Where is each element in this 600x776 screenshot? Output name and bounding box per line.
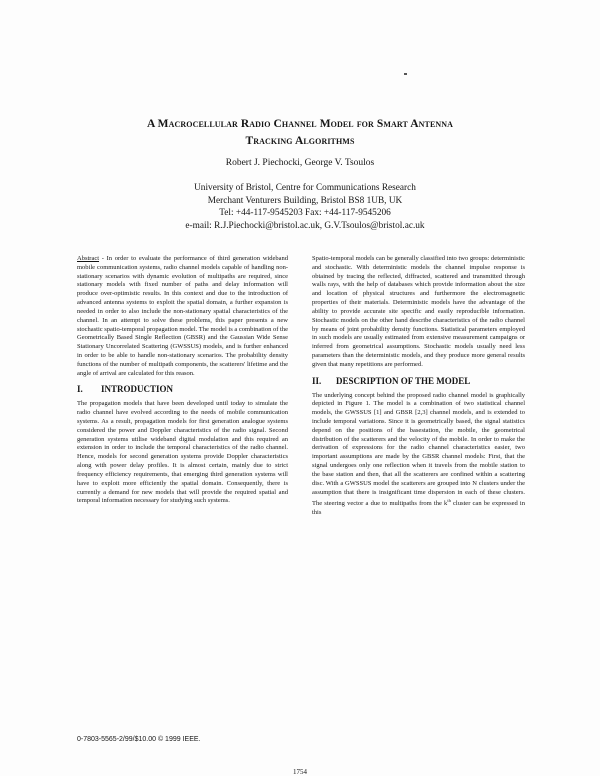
- left-column: [77, 255, 288, 506]
- section-2-title: DESCRIPTION OF THE MODEL: [336, 375, 471, 386]
- right-column: [312, 255, 525, 518]
- abstract-label: Abstract: [77, 255, 100, 262]
- page-number: 1754: [293, 768, 307, 776]
- authors: Robert J. Piechocki, George V. Tsoulos: [225, 158, 375, 168]
- section-1-text: The propagation models that have been developed until today to simulate the radio channel have evolved according to the needs of mobile communication systems. As a result, propagation models for first generation analogue systems considered the power and Doppler characteristics of the radio signal. Second generation systems utilise wideband digital modulation and this required an extension in order to include the temporal characteristics of the radio channel. Hence, models for second generation systems provide Doppler characteristics along with power delay profiles. It is almost certain, mainly due to strict frequency efficiency requirements, that emerging third generation systems will have to exploit more efficiently the spatial domain. Consequently, there is currently a demand for new models that will provide the required spatial and temporal information necessary for studying such systems.: [77, 400, 288, 505]
- scan-speck: [404, 73, 407, 75]
- affiliation-phone-fax: Tel: +44-117-9545203 Fax: +44-117-9545206: [219, 208, 391, 219]
- section-2-superscript: th: [447, 498, 451, 504]
- section-2-body-end: cluster can be expressed in this: [312, 500, 525, 517]
- section-1-heading: [77, 384, 288, 395]
- section-2-text: [312, 392, 525, 519]
- abstract: [77, 255, 288, 378]
- section-2-heading: [312, 376, 525, 387]
- paper-title: [70, 116, 530, 150]
- affiliation-line-2: Merchant Venturers Building, Bristol BS8 1UB, UK: [207, 195, 403, 206]
- section-2-number: II.: [312, 375, 322, 386]
- abstract-text: - In order to evaluate the performance of third generation wideband mobile communication systems, radio channel models capable of handling non-stationary scenarios with dynamic evolution of multipaths are required, since stationary models with fixed number of paths and delay information will produce over-optimistic results. In this context and due to the introduction of advanced antenna systems to exploit the spatial domain, a further expansion is needed in order to also include the non-stationary spatial characteristics of the channel. In an attempt to solve these problems, this paper presents a new stochastic spatio-temporal propagation model. The model is a combination of the Geometrically Based Single Reflection (GBSR) and the Gaussian Wide Sense Stationary Uncorrelated Scattering (GWSSUS) models, and is further enhanced in order to be able to handle non-stationary scenarios. The probability density functions of the number of multipath components, the scatterers' lifetime and the angle of arrival are calculated for this reason.: [77, 255, 288, 377]
- affiliation: [110, 182, 500, 233]
- section-2-body: The underlying concept behind the proposed radio channel model is graphically depicted in Figure 1. The model is a combination of two statistical channel models, the GWSSUS [1] and GBSR [2,3] channel models, and is extended to include temporal variations. Since it is geometrically based, the signal statistics depend on the positions of the basestation, the mobile, the geometrical distribution of the scatterers and the velocity of the mobile. In order to make the derivation of expressions for the radio channel characteristics easier, two important assumptions are made by the GBSR channel models: First, that the signal undergoes only one reflection when it travels from the mobile station to the base station and then, that all the scatterers are confined within a scattering disc. With a GWSSUS model the scatterers are grouped into N clusters under the assumption that there is insignificant time dispersion in each of these clusters. The steering vector a due to multipaths from the k: [312, 391, 525, 508]
- copyright-footer: 0-7803-5565-2/99/$10.00 © 1999 IEEE.: [77, 736, 201, 743]
- section-1-title: INTRODUCTION: [101, 384, 174, 395]
- affiliation-line-1: University of Bristol, Centre for Communications Research: [194, 183, 416, 193]
- right-intro-text: Spatio-temporal models can be generally classified into two groups: deterministic and stochastic. With deterministic models the channel impulse response is obtained by tracing the reflected, diffracted, scattered and transmitted through walls rays, with the help of databases which provide information about the size and location of physical structures and furthermore the electromagnetic properties of their materials. Deterministic models have the advantage of the ability to provide accurate site specific and easily reproducible information. Stochastic models on the other hand describe characteristics of the radio channel by means of joint probability density functions. Statistical parameters employed in such models are usually estimated from extensive measurement campaigns or inferred from geometrical assumptions. Stochastic models usually need less parameters than the deterministic models, and they produce more general results given that many repetitions are performed.: [312, 255, 525, 368]
- title-line-2: Tracking Algorithms: [245, 135, 355, 147]
- affiliation-email: e-mail: R.J.Piechocki@bristol.ac.uk, G.V.Tsoulos@bristol.ac.uk: [185, 221, 425, 232]
- title-line-1: A Macrocellular Radio Channel Model for Smart Antenna: [146, 118, 454, 130]
- section-1-number: I.: [77, 384, 83, 395]
